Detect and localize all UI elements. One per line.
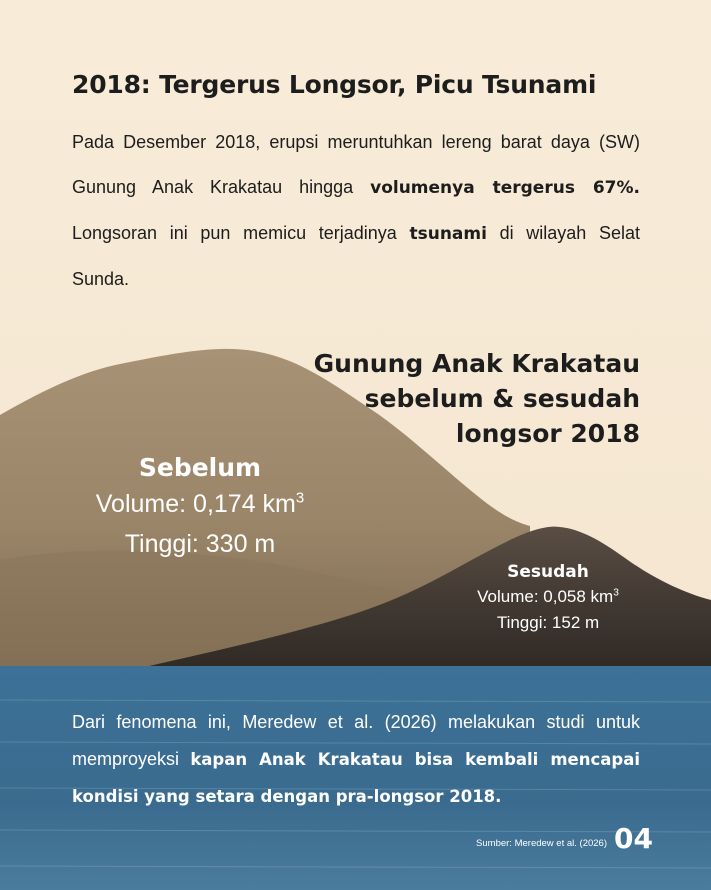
after-stats	[448, 560, 648, 636]
page-title: 2018: Tergerus Longsor, Picu Tsunami	[72, 70, 597, 99]
after-label: Sesudah	[507, 562, 589, 582]
after-volume: Volume: 0,058 $km^3$	[477, 587, 619, 606]
intro-text-2: Longsoran ini pun memicu terjadinya	[72, 223, 410, 243]
heading-line-2: sebelum & sesudah	[364, 384, 640, 413]
before-volume: Volume: 0,174 $km^3$	[95, 489, 305, 518]
before-height: Tinggi: 330 m	[124, 530, 276, 558]
source-credit: Sumber: Meredew et al. (2026)	[476, 838, 607, 849]
outro-text: Dari fenomena ini, Meredew et al. (2026) melakukan studi untuk memproyeksi	[72, 712, 640, 769]
intro-highlight-tsunami: tsunami	[409, 224, 487, 244]
page-number: 04	[614, 822, 653, 855]
intro-text: Pada Desember 2018, erupsi meruntuhkan lereng barat daya (SW) Gunung Anak Krakatau hingga	[72, 132, 640, 197]
outro-paragraph	[72, 704, 640, 815]
section-heading	[314, 346, 640, 451]
heading-line-3: longsor 2018	[455, 419, 640, 448]
intro-text-3: di wilayah Selat Sunda.	[72, 223, 641, 289]
heading-line-1: Gunung Anak Krakatau	[313, 349, 640, 378]
outro-highlight: kapan Anak Krakatau bisa kembali mencapai kondisi yang setara dengan pra-longsor 2018.	[72, 750, 640, 806]
intro-paragraph	[72, 120, 640, 302]
after-height: Tinggi: 152 m	[496, 613, 600, 632]
before-label: Sebelum	[138, 453, 262, 482]
intro-highlight-volume: volumenya tergerus 67%.	[370, 178, 640, 198]
before-stats	[70, 452, 330, 564]
